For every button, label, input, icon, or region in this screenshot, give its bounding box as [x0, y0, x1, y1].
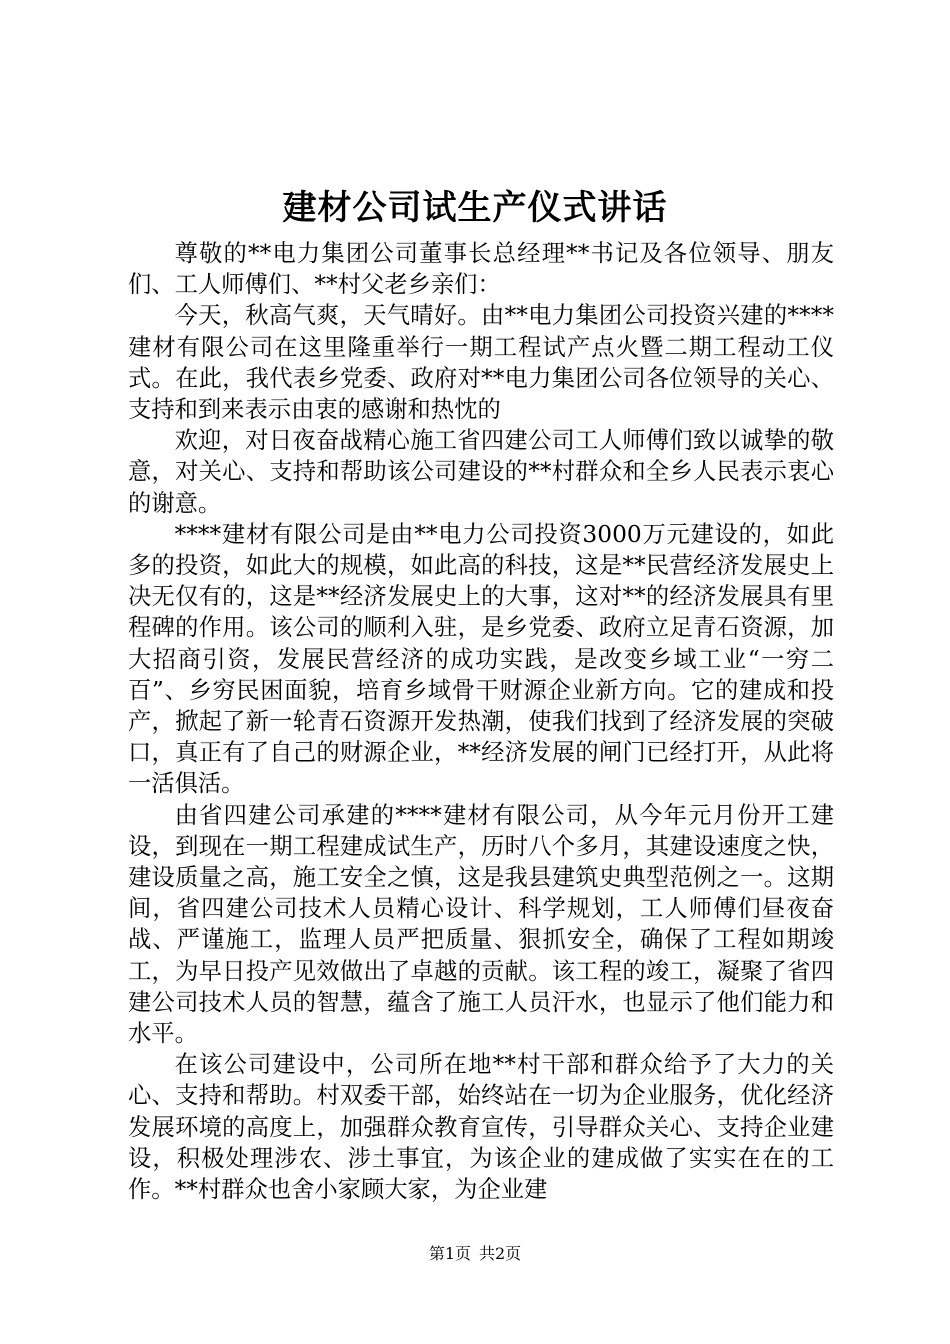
body-paragraph: 欢迎，对日夜奋战精心施工省四建公司工人师傅们致以诚挚的敬意，对关心、支持和帮助该公司建设的**村群众和全乡人民表示衷心的谢意。	[128, 427, 834, 517]
document-body	[128, 238, 834, 1205]
body-paragraph: 由省四建公司承建的****建材有限公司，从今年元月份开工建设，到现在一期工程建成试生产，历时八个多月，其建设速度之快，建设质量之高，施工安全之慎，这是我县建筑史典型范例之一。这期间，省四建公司技术人员精心设计、科学规划，工人师傅们昼夜奋战、严谨施工，监理人员严把质量、狠抓安全，确保了工程如期竣工，为早日投产见效做出了卓越的贡献。该工程的竣工，凝聚了省四建公司技术人员的智慧，蕴含了施工人员汗水，也显示了他们能力和水平。	[128, 801, 834, 1048]
page-total: 共2页	[479, 1244, 522, 1263]
document-title: 建材公司试生产仪式讲话	[282, 188, 668, 228]
page-number: 第1页	[428, 1244, 471, 1263]
page-footer	[0, 1243, 950, 1265]
salutation-paragraph: 尊敬的**电力集团公司董事长总经理**书记及各位领导、朋友们、工人师傅们、**村父老乡亲们：	[128, 240, 834, 299]
body-paragraph: 在该公司建设中，公司所在地**村干部和群众给予了大力的关心、支持和帮助。村双委干部，始终站在一切为企业服务，优化经济发展环境的高度上，加强群众教育宣传，引导群众关心、支持企业建设，积极处理涉农、涉土事宜，为该企业的建成做了实实在在的工作。**村群众也舍小家顾大家，为企业建	[128, 1051, 834, 1204]
body-paragraph: ****建材有限公司是由**电力公司投资3000万元建设的，如此多的投资，如此大的规模，如此高的科技，这是**民营经济发展史上决无仅有的，这是**经济发展史上的大事，这对**的经济发展具有里程碑的作用。该公司的顺利入驻，是乡党委、政府立足青石资源，加大招商引资，发展民营经济的成功实践，是改变乡域工业“一穷二百”、乡穷民困面貌，培育乡域骨干财源企业新方向。它的建成和投产，掀起了新一轮青石资源开发热潮，使我们找到了经济发展的突破口，真正有了自己的财源企业，**经济发展的闸门已经打开，从此将一活俱活。	[128, 520, 834, 798]
body-paragraph: 今天，秋高气爽，天气晴好。由**电力集团公司投资兴建的****建材有限公司在这里隆重举行一期工程试产点火暨二期工程动工仪式。在此，我代表乡党委、政府对**电力集团公司各位领导的关心、支持和到来表示由衷的感谢和热忱的	[128, 302, 834, 424]
